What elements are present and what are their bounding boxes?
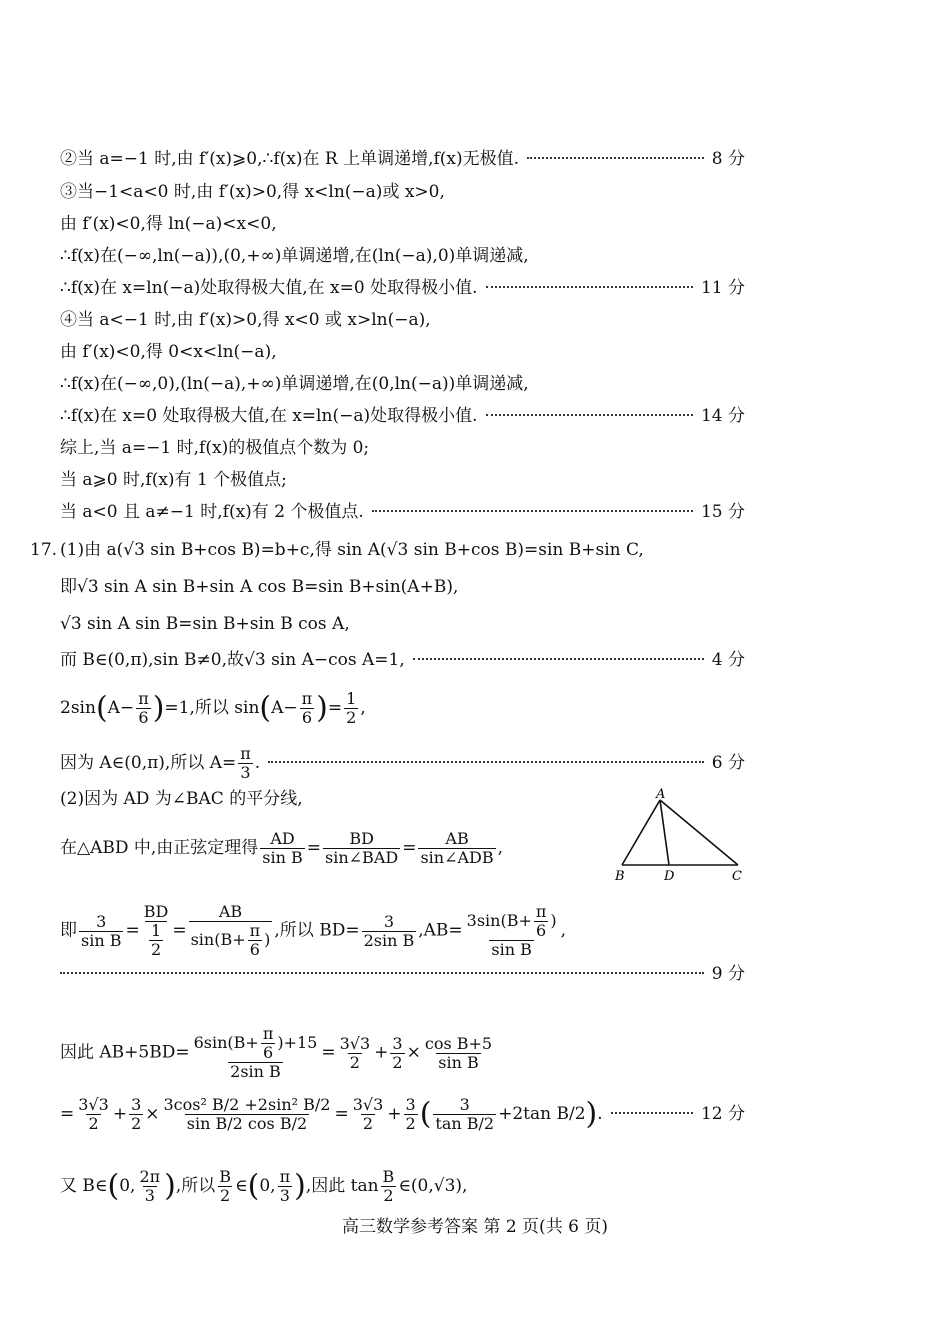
- fraction: [238, 745, 253, 782]
- text: 2sin: [60, 698, 96, 718]
- numerator: 3sin(B+ $\frac{\pi}{6}$ ): [466, 902, 557, 940]
- numerator: 1: [346, 689, 357, 708]
- denominator: 6: [262, 1043, 274, 1062]
- text: ×: [406, 1042, 421, 1063]
- numerator: 3: [131, 1095, 142, 1114]
- fraction: [534, 903, 549, 940]
- denominator: sin(B+ $\frac{\pi}{6}$ ): [190, 921, 271, 959]
- denominator: 2: [150, 940, 162, 959]
- text: +2tan B/2: [498, 1104, 586, 1124]
- score-label: 14 分: [700, 406, 745, 426]
- text: ∈: [235, 1176, 248, 1196]
- text: )+15: [277, 1033, 318, 1052]
- text: 在△ABD 中,由正弦定理得: [60, 838, 259, 858]
- fraction: [217, 1168, 233, 1205]
- denominator: 2sin B: [230, 1062, 281, 1081]
- paren: (: [259, 690, 272, 726]
- fraction: [260, 830, 304, 867]
- text-line: (2)因为 AD 为∠BAC 的平分线,: [60, 789, 303, 809]
- paren: ): [585, 1096, 598, 1132]
- label-c: C: [732, 869, 742, 883]
- denominator: 2sin B: [363, 930, 415, 950]
- leader-dots: [268, 761, 704, 763]
- text: 即: [60, 920, 77, 941]
- fraction: [418, 830, 495, 867]
- text: =: [402, 838, 417, 858]
- question-number: 17.: [30, 540, 58, 560]
- numerator: 3cos² B/2 +2sin² B/2: [163, 1095, 331, 1114]
- fraction: [142, 903, 171, 959]
- text-line: ∴f(x)在(−∞,ln(−a)),(0,+∞)单调递增,在(ln(−a),0)单调递减,: [60, 246, 529, 266]
- text: +: [387, 1104, 402, 1124]
- text-line: ∴f(x)在 x=0 处取得极大值,在 x=ln(−a)处取得极小值.: [60, 406, 478, 426]
- fraction: [300, 690, 315, 727]
- fraction: [433, 1096, 496, 1133]
- numerator: π: [249, 921, 261, 940]
- denominator: sin∠ADB: [420, 848, 494, 867]
- text-line: 而 B∈(0,π),sin B≠0,故√3 sin A−cos A=1,: [60, 650, 405, 670]
- text-line: 当 a<0 且 a≠−1 时,f(x)有 2 个极值点.: [60, 502, 364, 522]
- label-b: B: [615, 869, 625, 883]
- denominator: sin B: [491, 940, 532, 959]
- numerator: π: [535, 902, 547, 921]
- numerator: 3√3: [78, 1095, 109, 1114]
- numerator: π: [138, 689, 149, 708]
- text-line: [60, 405, 745, 427]
- numerator: 2π: [139, 1167, 161, 1186]
- fraction: [79, 913, 123, 950]
- numerator: 3: [405, 1095, 416, 1114]
- score-label: 6 分: [711, 753, 745, 773]
- text-line: ③当−1<a<0 时,由 f′(x)>0,得 x<ln(−a)或 x>0,: [60, 182, 445, 202]
- numerator: AD: [270, 829, 295, 848]
- text: 因此 AB+5BD=: [60, 1042, 190, 1063]
- formula-line: [60, 1096, 745, 1133]
- denominator: 6: [301, 708, 312, 727]
- paren: (: [419, 1096, 432, 1132]
- text: =: [321, 1042, 336, 1063]
- fraction: [381, 1168, 397, 1205]
- text: 3sin(B+: [466, 911, 532, 930]
- label-d: D: [664, 869, 675, 883]
- text: 因为 A∈(0,π),所以 A=: [60, 753, 237, 773]
- leader-dots: [527, 157, 704, 159]
- text-line: 由 f′(x)<0,得 0<x<ln(−a),: [60, 342, 277, 362]
- numerator: BD: [349, 829, 374, 848]
- formula-line: [60, 1025, 745, 1081]
- text: +: [112, 1104, 128, 1124]
- text-line: [60, 963, 745, 985]
- paren: ): [152, 690, 165, 726]
- numerator: π: [240, 744, 251, 763]
- text: 6sin(B+: [193, 1033, 259, 1052]
- text: sin(B+: [190, 930, 246, 949]
- denominator: tan B/2: [435, 1114, 495, 1133]
- denominator: [145, 921, 167, 959]
- denominator: 2: [346, 708, 357, 727]
- leader-dots: [486, 286, 693, 288]
- fraction: [192, 1025, 320, 1081]
- text: =: [327, 698, 343, 718]
- denominator: sin∠BAD: [325, 848, 399, 867]
- label-a: A: [656, 788, 666, 802]
- numerator: π: [279, 1167, 291, 1186]
- text: ,: [560, 920, 567, 941]
- numerator: B: [382, 1167, 395, 1186]
- text: ,: [360, 698, 366, 718]
- fraction: [248, 922, 263, 959]
- score-label: 8 分: [711, 149, 745, 169]
- fraction: [323, 830, 400, 867]
- fraction: [136, 690, 151, 727]
- denominator: 2: [362, 1114, 374, 1133]
- text-line: ②当 a=−1 时,由 f′(x)⩾0,∴f(x)在 R 上单调递增,f(x)无极值.: [60, 149, 520, 169]
- fraction: [149, 922, 163, 959]
- denominator: 2: [392, 1052, 403, 1072]
- text: +: [374, 1042, 389, 1063]
- denominator: 3: [240, 763, 251, 782]
- numerator: 3√3: [339, 1033, 371, 1053]
- formula-line: [60, 1168, 745, 1205]
- score-label: 4 分: [711, 650, 745, 670]
- text-line: ④当 a<−1 时,由 f′(x)>0,得 x<0 或 x>ln(−a),: [60, 310, 431, 330]
- text: 又 B∈: [60, 1176, 108, 1196]
- text: =1,所以 sin: [164, 698, 260, 718]
- text: =: [334, 1104, 349, 1124]
- paren: ): [164, 1168, 176, 1204]
- numerator: cos B+5: [424, 1033, 493, 1053]
- text: =: [306, 838, 322, 858]
- text: =: [60, 1104, 75, 1124]
- numerator: AB: [218, 902, 243, 921]
- paren: (: [95, 690, 108, 726]
- fraction: [76, 1096, 111, 1133]
- denominator: sin B: [262, 848, 303, 867]
- numerator: 1: [150, 921, 162, 940]
- numerator: B: [219, 1167, 232, 1186]
- text: ,因此 tan: [305, 1176, 379, 1196]
- denominator: 2: [405, 1114, 416, 1133]
- page-footer: 高三数学参考答案 第 2 页(共 6 页): [342, 1217, 608, 1237]
- numerator: [192, 1025, 320, 1062]
- denominator: 3: [144, 1186, 155, 1205]
- fraction: [261, 1025, 276, 1062]
- leader-dots: [486, 414, 693, 416]
- text: ,: [497, 838, 504, 858]
- text-line: ∴f(x)在 x=ln(−a)处取得极大值,在 x=0 处取得极小值.: [60, 278, 478, 298]
- paren: (: [107, 1168, 120, 1204]
- numerator: BD: [143, 902, 169, 921]
- fraction: [404, 1096, 418, 1133]
- paren: ): [316, 690, 328, 726]
- fraction: [338, 1035, 373, 1072]
- fraction: [362, 913, 417, 950]
- denominator: 2: [383, 1186, 394, 1205]
- text: .: [254, 753, 261, 773]
- paren: ): [294, 1168, 306, 1204]
- score-label: 12 分: [700, 1104, 745, 1124]
- text: 0,: [119, 1176, 136, 1196]
- formula-line: [60, 903, 745, 959]
- paren: (: [247, 1168, 260, 1204]
- fraction: [189, 903, 273, 959]
- denominator: 2: [88, 1114, 99, 1133]
- denominator: 6: [249, 940, 260, 959]
- text: 0,: [259, 1176, 276, 1196]
- denominator: 6: [138, 708, 149, 727]
- numerator: 3: [392, 1033, 403, 1053]
- text-line: [60, 501, 745, 523]
- leader-dots: [60, 972, 704, 974]
- score-label: 11 分: [700, 278, 745, 298]
- fraction: [162, 1096, 333, 1133]
- numerator: AB: [445, 829, 469, 848]
- case-a-eq-neg1: [60, 148, 745, 170]
- denominator: 2: [349, 1052, 360, 1072]
- text: ×: [145, 1104, 160, 1124]
- text-line: [60, 745, 745, 782]
- denominator: sin B: [81, 930, 122, 950]
- fraction: [465, 903, 559, 959]
- fraction: [351, 1096, 386, 1133]
- formula-line: [60, 830, 745, 867]
- text-line: [60, 745, 260, 782]
- text-line: [60, 277, 745, 299]
- text-line: 由 f′(x)<0,得 ln(−a)<x<0,: [60, 214, 277, 234]
- fraction: [390, 1035, 404, 1072]
- text-line: ∴f(x)在(−∞,0),(ln(−a),+∞)单调递增,在(0,ln(−a))单调递减,: [60, 374, 529, 394]
- leader-dots: [413, 658, 704, 660]
- text: ,AB=: [418, 920, 463, 941]
- formula: = $\frac{3√3}{2}$ + $\frac{3}{2}$ × $\frac{\text{3cos² B/2 +2sin² B/2}}{\text{sin B/2 cos B/2}}$ = $\frac{3√3}{2}$ + $\frac{3}{2}$ ( $\frac{3}{\text{tan B/2}}$ +2tan B/2).: [60, 1095, 603, 1133]
- leader-dots: [372, 510, 693, 512]
- denominator: 2: [131, 1114, 142, 1133]
- fraction: [423, 1035, 494, 1072]
- leader-dots: [611, 1112, 693, 1114]
- text: ,所以 BD=: [274, 920, 360, 941]
- numerator: π: [301, 689, 313, 708]
- text-line: (1)由 a(√3 sin B+cos B)=b+c,得 sin A(√3 sin B+cos B)=sin B+sin C,: [60, 540, 644, 560]
- denominator: 6: [536, 921, 547, 940]
- score-label: 15 分: [700, 502, 745, 522]
- text: =: [172, 920, 187, 941]
- text: A−: [107, 698, 135, 718]
- numerator: 3√3: [352, 1095, 384, 1114]
- fraction: [278, 1168, 293, 1205]
- denominator: 3: [279, 1186, 290, 1205]
- text-line: 即√3 sin A sin B+sin A cos B=sin B+sin(A+B),: [60, 577, 459, 597]
- denominator: sin B: [438, 1052, 479, 1072]
- denominator: sin B/2 cos B/2: [186, 1114, 308, 1133]
- numerator: 3: [459, 1095, 470, 1114]
- text: ,所以: [175, 1176, 216, 1196]
- fraction: [129, 1096, 143, 1133]
- denominator: 2: [220, 1186, 231, 1205]
- text-line: [60, 649, 745, 671]
- score-label: 9 分: [711, 964, 745, 984]
- numerator: 3: [383, 911, 394, 931]
- fraction: [137, 1168, 162, 1205]
- fraction: [344, 690, 358, 727]
- text-line: √3 sin A sin B=sin B+sin B cos A,: [60, 614, 350, 634]
- text: =: [125, 920, 140, 941]
- text-line: 综上,当 a=−1 时,f(x)的极值点个数为 0;: [60, 438, 370, 458]
- text: ∈(0,√3),: [398, 1176, 468, 1196]
- text: A−: [271, 698, 298, 718]
- formula-line: [60, 690, 745, 727]
- text-line: 当 a⩾0 时,f(x)有 1 个极值点;: [60, 470, 287, 490]
- numerator: π: [262, 1024, 274, 1043]
- numerator: 3: [96, 911, 107, 931]
